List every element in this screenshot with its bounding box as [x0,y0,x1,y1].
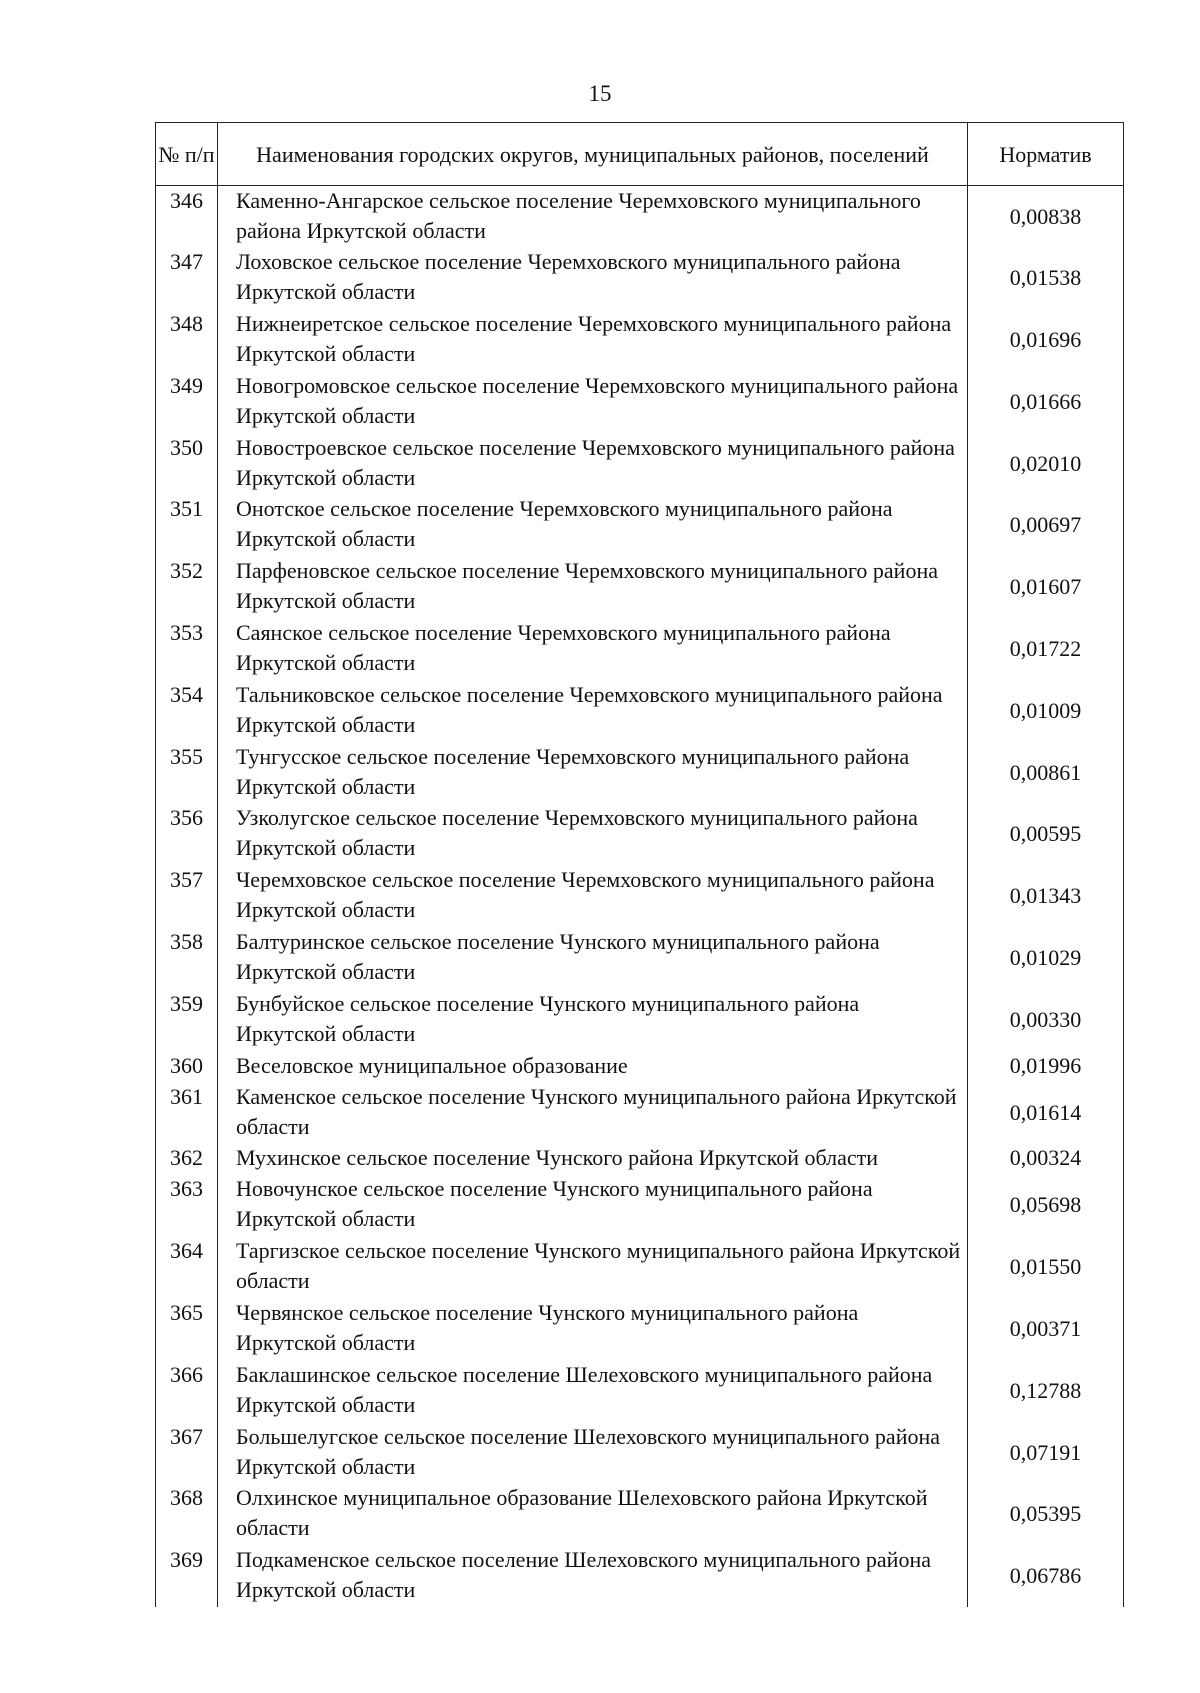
row-value: 0,00838 [968,186,1124,248]
row-name: Таргизское сельское поселение Чунского муниципального района Иркутской области [218,1236,968,1298]
row-name: Новогромовское сельское поселение Черемховского муниципального района Иркутской области [218,371,968,433]
row-value: 0,12788 [968,1360,1124,1422]
table-row [156,1236,1124,1298]
row-number: 357 [156,865,218,927]
row-name: Узколугское сельское поселение Черемховского муниципального района Иркутской области [218,803,968,865]
row-name: Онотское сельское поселение Черемховского муниципального района Иркутской области [218,494,968,556]
row-name: Черемховское сельское поселение Черемховского муниципального района Иркутской области [218,865,968,927]
row-number: 363 [156,1174,218,1236]
row-number: 352 [156,556,218,618]
header-name: Наименования городских округов, муниципальных районов, поселений [218,123,968,186]
row-name: Тунгусское сельское поселение Черемховского муниципального района Иркутской области [218,742,968,804]
table-body [156,186,1124,1608]
row-number: 354 [156,680,218,742]
row-name: Новочунское сельское поселение Чунского муниципального района Иркутской области [218,1174,968,1236]
row-name: Веселовское муниципальное образование [218,1051,968,1082]
table-row [156,618,1124,680]
row-name: Каменское сельское поселение Чунского муниципального района Иркутской области [218,1082,968,1144]
row-name: Олхинское муниципальное образование Шелеховского района Иркутской области [218,1483,968,1545]
row-number: 364 [156,1236,218,1298]
row-value: 0,00371 [968,1298,1124,1360]
row-value: 0,02010 [968,433,1124,495]
row-name: Каменно-Ангарское сельское поселение Черемховского муниципального района Иркутской области [218,186,968,248]
table-row [156,1483,1124,1545]
table-row [156,1545,1124,1607]
row-name: Баклашинское сельское поселение Шелеховского муниципального района Иркутской области [218,1360,968,1422]
row-name: Парфеновское сельское поселение Черемховского муниципального района Иркутской области [218,556,968,618]
row-value: 0,01009 [968,680,1124,742]
table-row [156,680,1124,742]
row-value: 0,00324 [968,1143,1124,1174]
row-name: Саянское сельское поселение Черемховского муниципального района Иркутской области [218,618,968,680]
row-name: Новостроевское сельское поселение Черемховского муниципального района Иркутской области [218,433,968,495]
table-row [156,1422,1124,1484]
table-row [156,494,1124,556]
row-number: 353 [156,618,218,680]
norms-table [155,122,1124,1607]
row-value: 0,01538 [968,247,1124,309]
row-value: 0,05395 [968,1483,1124,1545]
table-row [156,927,1124,989]
table-row [156,1082,1124,1144]
table-header [156,123,1124,186]
row-number: 361 [156,1082,218,1144]
row-number: 360 [156,1051,218,1082]
row-number: 367 [156,1422,218,1484]
row-value: 0,06786 [968,1545,1124,1607]
row-value: 0,01722 [968,618,1124,680]
row-number: 365 [156,1298,218,1360]
row-value: 0,01029 [968,927,1124,989]
table-row [156,989,1124,1051]
row-number: 346 [156,186,218,248]
row-number: 366 [156,1360,218,1422]
row-number: 350 [156,433,218,495]
table-row [156,742,1124,804]
row-name: Большелугское сельское поселение Шелеховского муниципального района Иркутской области [218,1422,968,1484]
page-number: 15 [588,81,612,106]
table-row [156,1051,1124,1082]
row-value: 0,01607 [968,556,1124,618]
row-value: 0,05698 [968,1174,1124,1236]
table-row [156,247,1124,309]
row-name: Подкаменское сельское поселение Шелеховского муниципального района Иркутской области [218,1545,968,1607]
table-row [156,1298,1124,1360]
row-number: 369 [156,1545,218,1607]
row-value: 0,00330 [968,989,1124,1051]
row-value: 0,01343 [968,865,1124,927]
table-row [156,556,1124,618]
row-value: 0,00697 [968,494,1124,556]
row-number: 368 [156,1483,218,1545]
table-row [156,1174,1124,1236]
row-number: 355 [156,742,218,804]
header-value: Норматив [968,123,1124,186]
row-value: 0,01666 [968,371,1124,433]
row-value: 0,01550 [968,1236,1124,1298]
row-value: 0,01696 [968,309,1124,371]
row-value: 0,01614 [968,1082,1124,1144]
table-row [156,1360,1124,1422]
row-number: 347 [156,247,218,309]
table-row [156,1143,1124,1174]
table-row [156,865,1124,927]
row-number: 359 [156,989,218,1051]
table-row [156,803,1124,865]
row-name: Бунбуйское сельское поселение Чунского муниципального района Иркутской области [218,989,968,1051]
row-number: 351 [156,494,218,556]
row-value: 0,00861 [968,742,1124,804]
table-row [156,186,1124,248]
table-row [156,309,1124,371]
row-number: 348 [156,309,218,371]
table-row [156,371,1124,433]
header-number: № п/п [156,123,218,186]
row-name: Балтуринское сельское поселение Чунского муниципального района Иркутской области [218,927,968,989]
row-value: 0,00595 [968,803,1124,865]
row-name: Червянское сельское поселение Чунского муниципального района Иркутской области [218,1298,968,1360]
row-name: Мухинское сельское поселение Чунского района Иркутской области [218,1143,968,1174]
row-number: 358 [156,927,218,989]
row-number: 362 [156,1143,218,1174]
row-number: 349 [156,371,218,433]
row-name: Лоховское сельское поселение Черемховского муниципального района Иркутской области [218,247,968,309]
row-value: 0,07191 [968,1422,1124,1484]
row-value: 0,01996 [968,1051,1124,1082]
row-name: Нижнеиретское сельское поселение Черемховского муниципального района Иркутской области [218,309,968,371]
row-number: 356 [156,803,218,865]
row-name: Тальниковское сельское поселение Черемховского муниципального района Иркутской области [218,680,968,742]
table-row [156,433,1124,495]
